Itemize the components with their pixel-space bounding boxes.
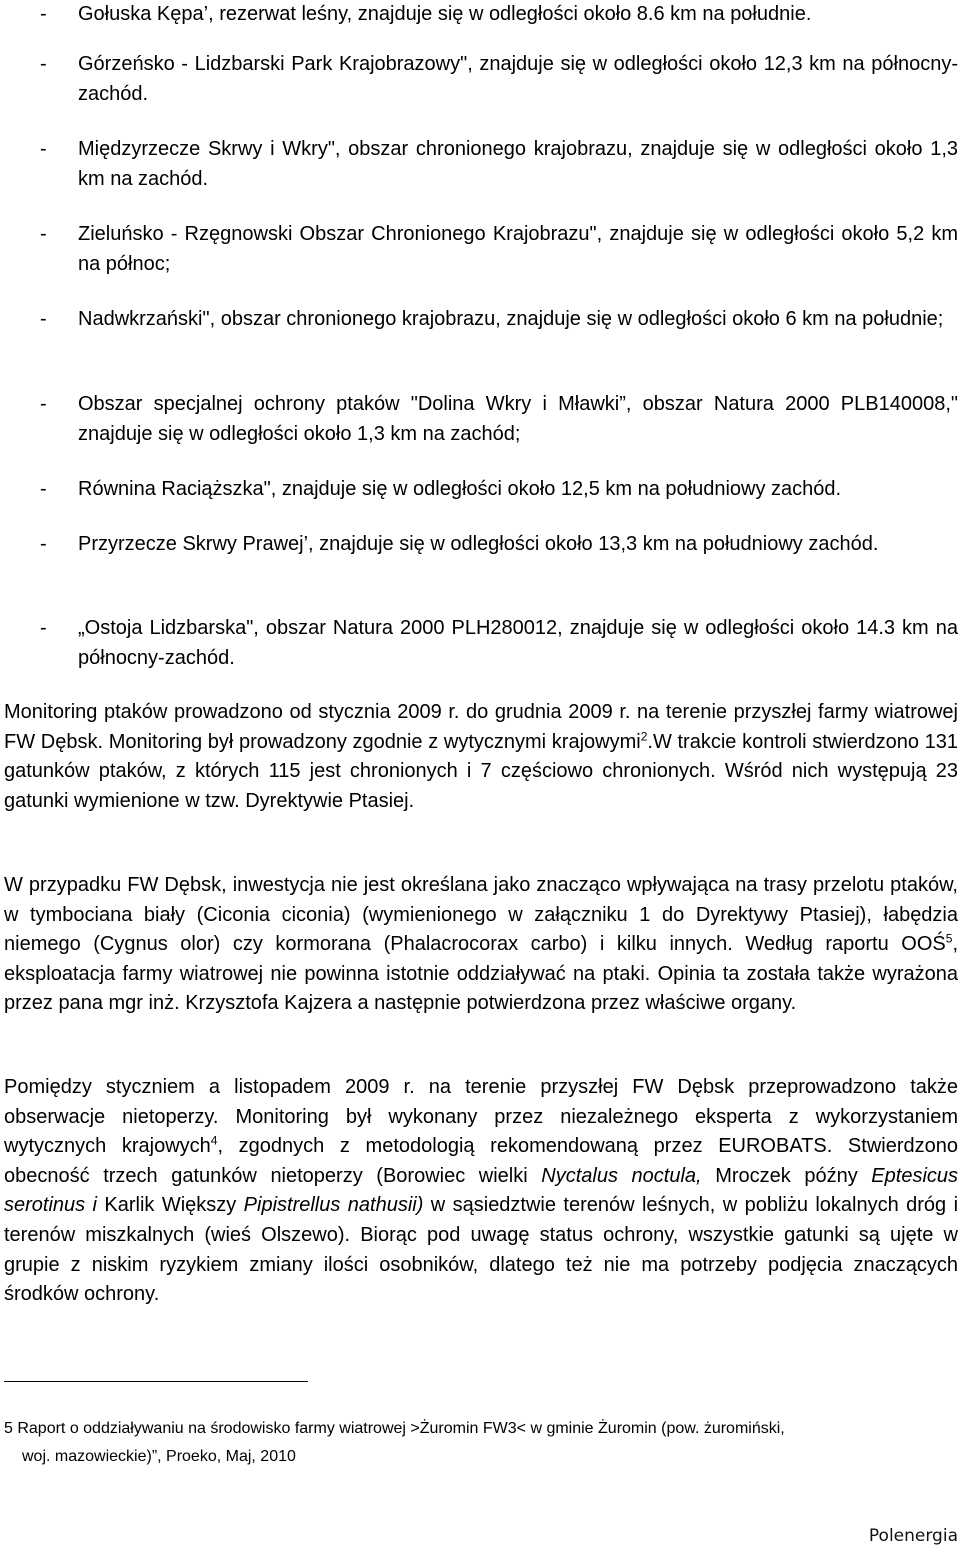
list-item-text: Międzyrzecze Skrwy i Wkry", obszar chronionego krajobrazu, znajduje się w odległości około 1,3 km na zachód. xyxy=(78,138,958,190)
footnote-line: woj. mazowieckie)”, Proeko, Maj, 2010 xyxy=(22,1448,296,1465)
footnote-separator xyxy=(4,1381,308,1382)
paragraph-bird-monitoring xyxy=(4,698,958,816)
list-item xyxy=(0,219,960,279)
list-item xyxy=(0,529,960,559)
list-dash: - xyxy=(40,617,47,639)
list-dash: - xyxy=(40,478,47,500)
list-dash: - xyxy=(40,533,47,555)
list-item-text: „Ostoja Lidzbarska", obszar Natura 2000 PLH280012, znajduje się w odległości około 14.3 km na północny-zachód. xyxy=(78,617,958,669)
footnote-ref: 4 xyxy=(210,1133,218,1148)
list-item-text: Obszar specjalnej ochrony ptaków "Dolina Wkry i Mławki”, obszar Natura 2000 PLB140008," znajduje się w odległości około 1,3 km na zachód; xyxy=(78,393,958,445)
species-name: Pipistrellus nathusii) xyxy=(243,1194,424,1217)
footnote xyxy=(4,1415,954,1471)
list-dash: - xyxy=(40,53,47,75)
paragraph-text: .W trakcie kontroli stwierdzono 131 gatunków ptaków, z których 115 jest chronionych i 7 częściowo chronionych. Wśród nich występują 23 gatunki wymienione w tzw. Dyrektywie Ptasiej. xyxy=(4,730,958,812)
paragraph-text: Karlik Większy xyxy=(97,1194,244,1217)
list-item xyxy=(0,389,960,449)
list-dash: - xyxy=(40,3,47,25)
paragraph-text: Pomiędzy styczniem a listopadem 2009 r. na terenie przyszłej FW Dębsk przeprowadzono także obserwacje nietoperzy. Monitoring był wykonany przez niezależnego eksperta z wykorzystaniem wytycznych krajowych xyxy=(4,1076,958,1158)
list-item xyxy=(0,474,960,504)
species-name: Nyctalus noctula, xyxy=(541,1164,702,1187)
list-dash: - xyxy=(40,308,47,330)
paragraph-text: Mroczek późny xyxy=(701,1164,872,1187)
paragraph-text: Monitoring ptaków prowadzono od stycznia 2009 r. do grudnia 2009 r. na terenie przyszłej farmy wiatrowej FW Dębsk. Monitoring był prowadzony zgodnie z wytycznymi krajowymi xyxy=(4,701,958,753)
list-item xyxy=(0,49,960,109)
list-dash: - xyxy=(40,138,47,160)
footnote-line: 5 Raport o oddziaływaniu na środowisko farmy wiatrowej >Żuromin FW3< w gminie Żuromin (pow. żuromiński, xyxy=(4,1420,785,1437)
list-item-text: Zieluńsko - Rzęgnowski Obszar Chronionego Krajobrazu", znajduje się w odległości około 5,2 km na północ; xyxy=(78,223,958,275)
list-item-text: Przyrzecze Skrwy Prawej’, znajduje się w odległości około 13,3 km na południowy zachód. xyxy=(78,533,879,555)
paragraph-text: , eksploatacja farmy wiatrowej nie powinna istotnie oddziaływać na ptaki. Opinia ta została także wyrażona przez pana mgr inż. Krzysztofa Kajzera a następnie potwierdzona przez właściwe organy. xyxy=(4,933,958,1015)
list-item xyxy=(0,613,960,673)
list-item-text: Równina Raciąższka", znajduje się w odległości około 12,5 km na południowy zachód. xyxy=(78,478,842,500)
paragraph-text: W przypadku FW Dębsk, inwestycja nie jest określana jako znacząco wpływająca na trasy przelotu ptaków, w tymbociana biały (Ciconia ciconia) (wymienionego w załączniku 1 do Dyrektywy Ptasiej), łabędzia niemego (Cygnus olor) czy kormorana (Phalacrocorax carbo) i kilku innych. Według raportu OOŚ xyxy=(4,874,958,956)
list-item xyxy=(0,0,960,29)
paragraph-text: w sąsiedztwie terenów leśnych, w pobliżu lokalnych dróg i terenów miszkalnych (wieś Olszewo). Biorąc pod uwagę status ochrony, wszystkie gatunki są ujęte w grupie z niskim ryzykiem zmiany ilości osobników, dlatego też nie ma potrzeby podjęcia znaczących środków ochrony. xyxy=(4,1194,959,1306)
paragraph-bat-monitoring xyxy=(4,1073,958,1310)
list-dash: - xyxy=(40,223,47,245)
brand-footer: Polenergia xyxy=(868,1526,958,1546)
footnote-ref: 2 xyxy=(640,728,648,743)
list-item xyxy=(0,134,960,194)
list-item xyxy=(0,304,960,334)
paragraph-bird-impact xyxy=(4,871,958,1019)
list-item-text: Górzeńsko - Lidzbarski Park Krajobrazowy", znajduje się w odległości około 12,3 km na północny-zachód. xyxy=(78,53,958,105)
paragraph-text: , zgodnych z metodologią rekomendowaną przez EUROBATS. Stwierdzono obecność trzech gatunków nietoperzy (Borowiec wielki xyxy=(4,1135,958,1187)
species-name: Eptesicus serotinus i xyxy=(4,1164,959,1217)
list-item-text: Gołuska Kępa’, rezerwat leśny, znajduje się w odległości około 8.6 km na południe. xyxy=(78,3,812,25)
list-dash: - xyxy=(40,393,47,415)
footnote-ref: 5 xyxy=(945,931,953,946)
list-item-text: Nadwkrzański", obszar chronionego krajobrazu, znajduje się w odległości około 6 km na południe; xyxy=(78,308,944,330)
